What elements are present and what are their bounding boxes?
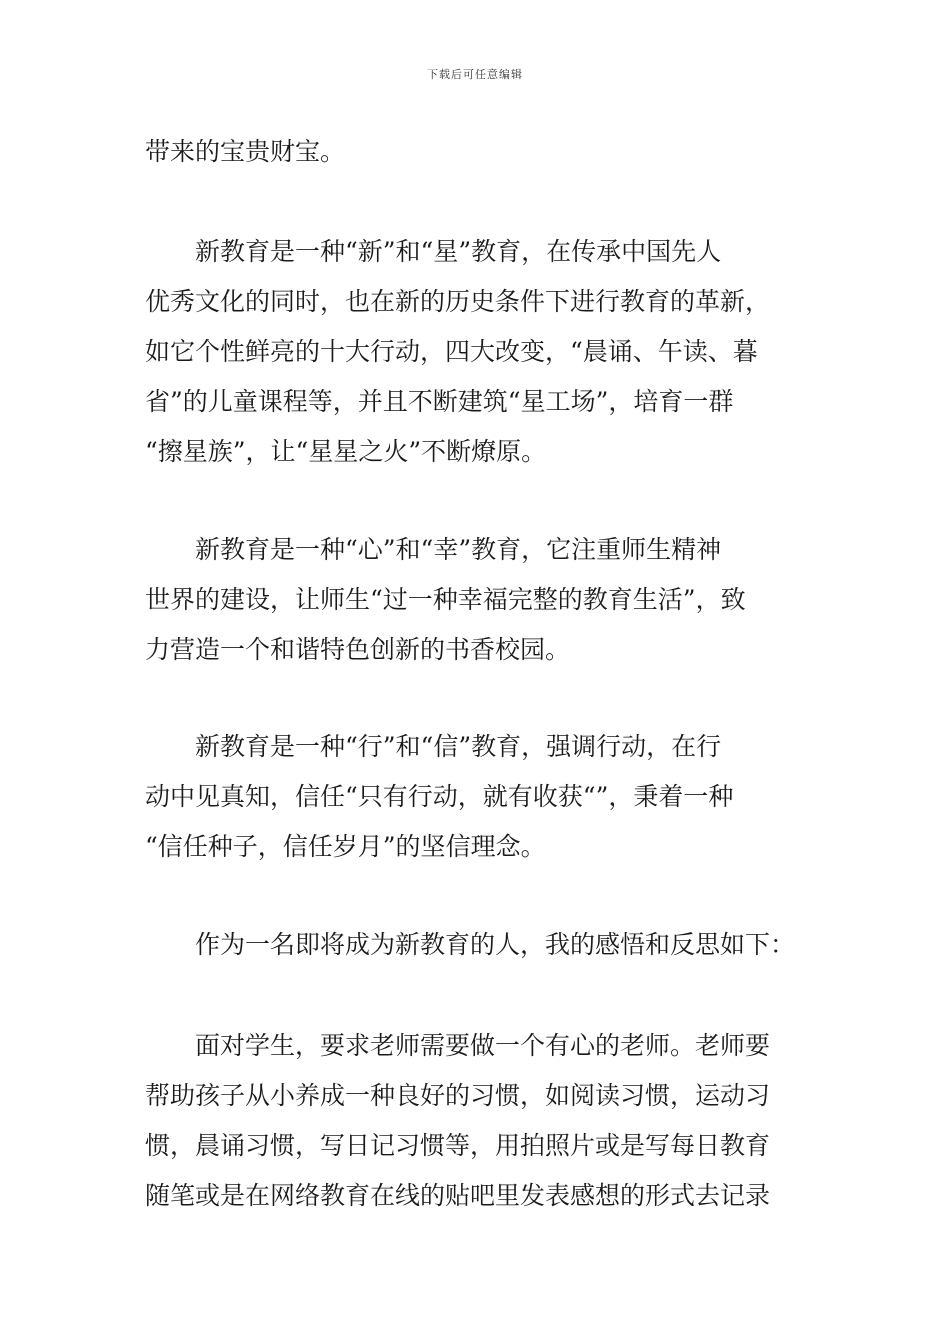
text-line: 新教育是一种“心”和“幸”教育，它注重师生精神 [195, 535, 722, 564]
text-line: 世界的建设，让师生“过一种幸福完整的教育生活”，致 [145, 585, 746, 614]
text-line: “擦星族”，让“星星之火”不断燎原。 [145, 437, 547, 466]
text-line: 优秀文化的同时，也在新的历史条件下进行教育的革新， [145, 287, 771, 316]
text-line: 随笔或是在网络教育在线的贴吧里发表感想的形式去记录 [145, 1181, 771, 1210]
text-line: 新教育是一种“新”和“星”教育，在传承中国先人 [195, 237, 722, 266]
paragraph-xin-xing [145, 227, 807, 477]
paragraph-facing-students [145, 1021, 807, 1221]
text-line: 力营造一个和谐特色创新的书香校园。 [145, 635, 571, 664]
text-line: 动中见真知，信任“只有行动，就有收获“”，秉着一种 [145, 782, 734, 811]
text-line: 新教育是一种“行”和“信”教育，强调行动，在行 [195, 732, 722, 761]
text-line: 面对学生，要求老师需要做一个有心的老师。老师要 [195, 1031, 771, 1060]
text-line: 帮助孩子从小养成一种良好的习惯，如阅读习惯，运动习 [145, 1081, 771, 1110]
text-line: 如它个性鲜亮的十大行动，四大改变，“晨诵、午读、暮 [145, 337, 758, 366]
paragraph-reflection-intro [145, 920, 807, 970]
header-note: 下载后可任意编辑 [427, 68, 523, 81]
text-line: 省”的儿童课程等，并且不断建筑“星工场”，培育一群 [145, 387, 734, 416]
paragraph-xin-xing-happiness [145, 525, 807, 675]
text-line: 作为一名即将成为新教育的人，我的感悟和反思如下： [195, 930, 796, 959]
text-line: 带来的宝贵财宝。 [145, 137, 346, 166]
text-line: “信任种子，信任岁月”的坚信理念。 [145, 832, 546, 861]
paragraph-xing-xin-action [145, 722, 807, 872]
text-line: 惯，晨诵习惯，写日记习惯等，用拍照片或是写每日教育 [145, 1131, 771, 1160]
paragraph-continuation [145, 127, 807, 177]
